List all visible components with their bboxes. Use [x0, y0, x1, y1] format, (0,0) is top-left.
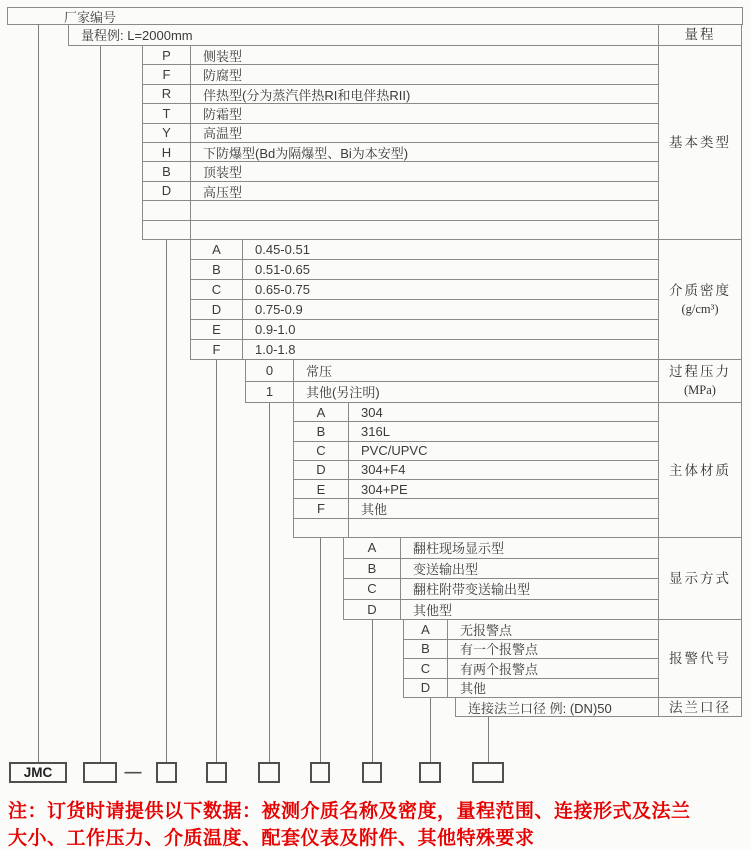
basic_type-row-D [142, 182, 658, 201]
label-flange-size: 法兰口径 [669, 700, 731, 715]
range-example-label: 量程例: L=2000mm [81, 28, 193, 43]
connector-line [430, 698, 431, 762]
option-desc: 0.9-1.0 [255, 322, 296, 337]
basic_type-row-F [142, 65, 658, 84]
model-code-box [206, 762, 227, 783]
factory-number-row [7, 7, 743, 25]
connector-line [269, 403, 270, 762]
connector-line [216, 360, 217, 762]
option-desc: 304+PE [361, 481, 408, 497]
option-code: P [143, 46, 191, 64]
option-code: C [344, 579, 401, 599]
option-desc: 高压型 [203, 184, 243, 200]
option-code: E [294, 480, 349, 498]
basic_type-row-T [142, 104, 658, 123]
option-code: D [191, 300, 243, 319]
label-display-mode: 显示方式 [659, 538, 741, 620]
basic_type-row-H [142, 143, 658, 162]
category-label-column [658, 24, 742, 717]
option-desc: 防腐型 [203, 68, 243, 84]
option-desc: 1.0-1.8 [255, 342, 296, 357]
connector-line [372, 620, 373, 762]
option-desc: 其他 [460, 681, 487, 697]
model-code-box [310, 762, 330, 783]
option-code: B [404, 640, 448, 659]
density-row-A [190, 240, 658, 260]
option-desc: 侧装型 [203, 48, 243, 64]
density-row-E [190, 320, 658, 340]
dash-separator: — [124, 762, 142, 781]
option-desc: 连接法兰口径 例: (DN)50 [468, 700, 612, 716]
factory-number-label: 厂家编号 [64, 9, 117, 25]
option-code: T [143, 104, 191, 122]
option-code: A [404, 620, 448, 639]
option-code: F [143, 65, 191, 83]
ordering-note-line1: 注：订货时请提供以下数据：被测介质名称及密度，量程范围、连接形式及法兰 [8, 801, 691, 822]
option-desc: 防霜型 [203, 106, 243, 122]
option-code: H [143, 143, 191, 161]
option-code: R [143, 85, 191, 103]
option-desc: 常压 [306, 363, 333, 379]
pressure-row-1 [245, 382, 658, 404]
option-desc: 304+F4 [361, 462, 406, 478]
model-code-box [362, 762, 382, 783]
option-desc: 其他(另注明) [306, 385, 380, 401]
option-desc: 0.51-0.65 [255, 262, 310, 277]
option-desc [191, 201, 658, 219]
option-desc: 翻柱现场显示型 [413, 541, 505, 557]
material-row-F [293, 499, 658, 518]
option-code: B [191, 260, 243, 279]
option-code: C [404, 659, 448, 678]
option-desc: 高温型 [203, 126, 243, 142]
option-code: F [294, 499, 349, 517]
basic_type-row-8 [142, 201, 658, 220]
option-desc: 有一个报警点 [460, 642, 539, 658]
option-code: B [294, 422, 349, 440]
option-desc: 316L [361, 423, 390, 439]
option-desc [191, 221, 658, 239]
basic_type-row-P [142, 46, 658, 65]
pressure-row-0 [245, 360, 658, 382]
display-row-A [343, 538, 658, 559]
basic_type-row-9 [142, 221, 658, 240]
option-code: A [344, 538, 401, 558]
option-desc [349, 519, 658, 537]
option-desc: 其他 [361, 502, 388, 518]
basic_type-row-R [142, 85, 658, 104]
option-desc: 下防爆型(Bd为隔爆型、Bi为本安型) [203, 145, 409, 161]
option-code: 1 [246, 382, 294, 403]
display-row-C [343, 579, 658, 600]
connector-line [100, 46, 101, 762]
model-code-box [419, 762, 441, 783]
option-code [143, 201, 191, 219]
flange-row-0 [455, 698, 658, 717]
label-material: 主体材质 [659, 403, 741, 538]
option-code: B [344, 559, 401, 579]
model-code-box [258, 762, 280, 783]
density-row-F [190, 340, 658, 360]
option-code: C [294, 442, 349, 460]
display-row-D [343, 600, 658, 621]
option-desc: 伴热型(分为蒸汽伴热RI和电伴热RII) [203, 87, 411, 103]
label-basic-type: 基本类型 [659, 46, 741, 240]
option-code: B [143, 162, 191, 180]
material-row-D [293, 461, 658, 480]
material-row-E [293, 480, 658, 499]
option-desc: 变送输出型 [413, 561, 479, 577]
model-prefix-box [9, 762, 67, 783]
alarm-row-D [403, 679, 658, 699]
option-code: F [191, 340, 243, 359]
option-code: D [294, 461, 349, 479]
connector-line [320, 538, 321, 762]
material-row-A [293, 403, 658, 422]
density-row-D [190, 300, 658, 320]
model-code-box [83, 762, 117, 783]
option-code: A [294, 403, 349, 421]
option-code: D [404, 679, 448, 698]
option-desc: 0.45-0.51 [255, 242, 310, 257]
connector-line [166, 240, 167, 762]
density-row-B [190, 260, 658, 280]
option-desc: 304 [361, 404, 383, 420]
density-row-C [190, 280, 658, 300]
material-row-B [293, 422, 658, 441]
connector-line [488, 717, 489, 762]
range-example-row [68, 24, 658, 46]
alarm-row-B [403, 640, 658, 660]
alarm-row-A [403, 620, 658, 640]
option-code: C [191, 280, 243, 299]
basic_type-row-B [142, 162, 658, 181]
option-desc: 翻柱附带变送输出型 [413, 582, 531, 598]
option-desc: 顶装型 [203, 165, 243, 181]
option-desc: 无报警点 [460, 622, 513, 638]
label-alarm-code: 报警代号 [659, 620, 741, 698]
material-row-C [293, 442, 658, 461]
option-code: D [344, 600, 401, 620]
ordering-note-line2: 大小、工作压力、介质温度、配套仪表及附件、其他特殊要求 [8, 828, 535, 849]
label-density: 介质密度 (g/cm³) [659, 240, 741, 360]
option-desc: 0.65-0.75 [255, 282, 310, 297]
option-code: E [191, 320, 243, 339]
option-desc: 0.75-0.9 [255, 302, 303, 317]
option-code: A [191, 240, 243, 259]
label-pressure: 过程压力 (MPa) [659, 360, 741, 403]
label-range: 量程 [659, 24, 741, 46]
material-row-6 [293, 519, 658, 538]
option-code [143, 221, 191, 239]
alarm-row-C [403, 659, 658, 679]
option-code: 0 [246, 360, 294, 381]
option-code [294, 519, 349, 537]
option-desc: PVC/UPVC [361, 443, 428, 459]
model-prefix-label: JMC [23, 765, 53, 780]
display-row-B [343, 559, 658, 580]
option-desc: 其他型 [413, 602, 453, 618]
model-code-box [156, 762, 177, 783]
option-desc: 有两个报警点 [460, 661, 539, 677]
option-code: D [143, 182, 191, 200]
model-code-box [472, 762, 504, 783]
connector-line [38, 24, 39, 762]
basic_type-row-Y [142, 124, 658, 143]
option-code: Y [143, 124, 191, 142]
